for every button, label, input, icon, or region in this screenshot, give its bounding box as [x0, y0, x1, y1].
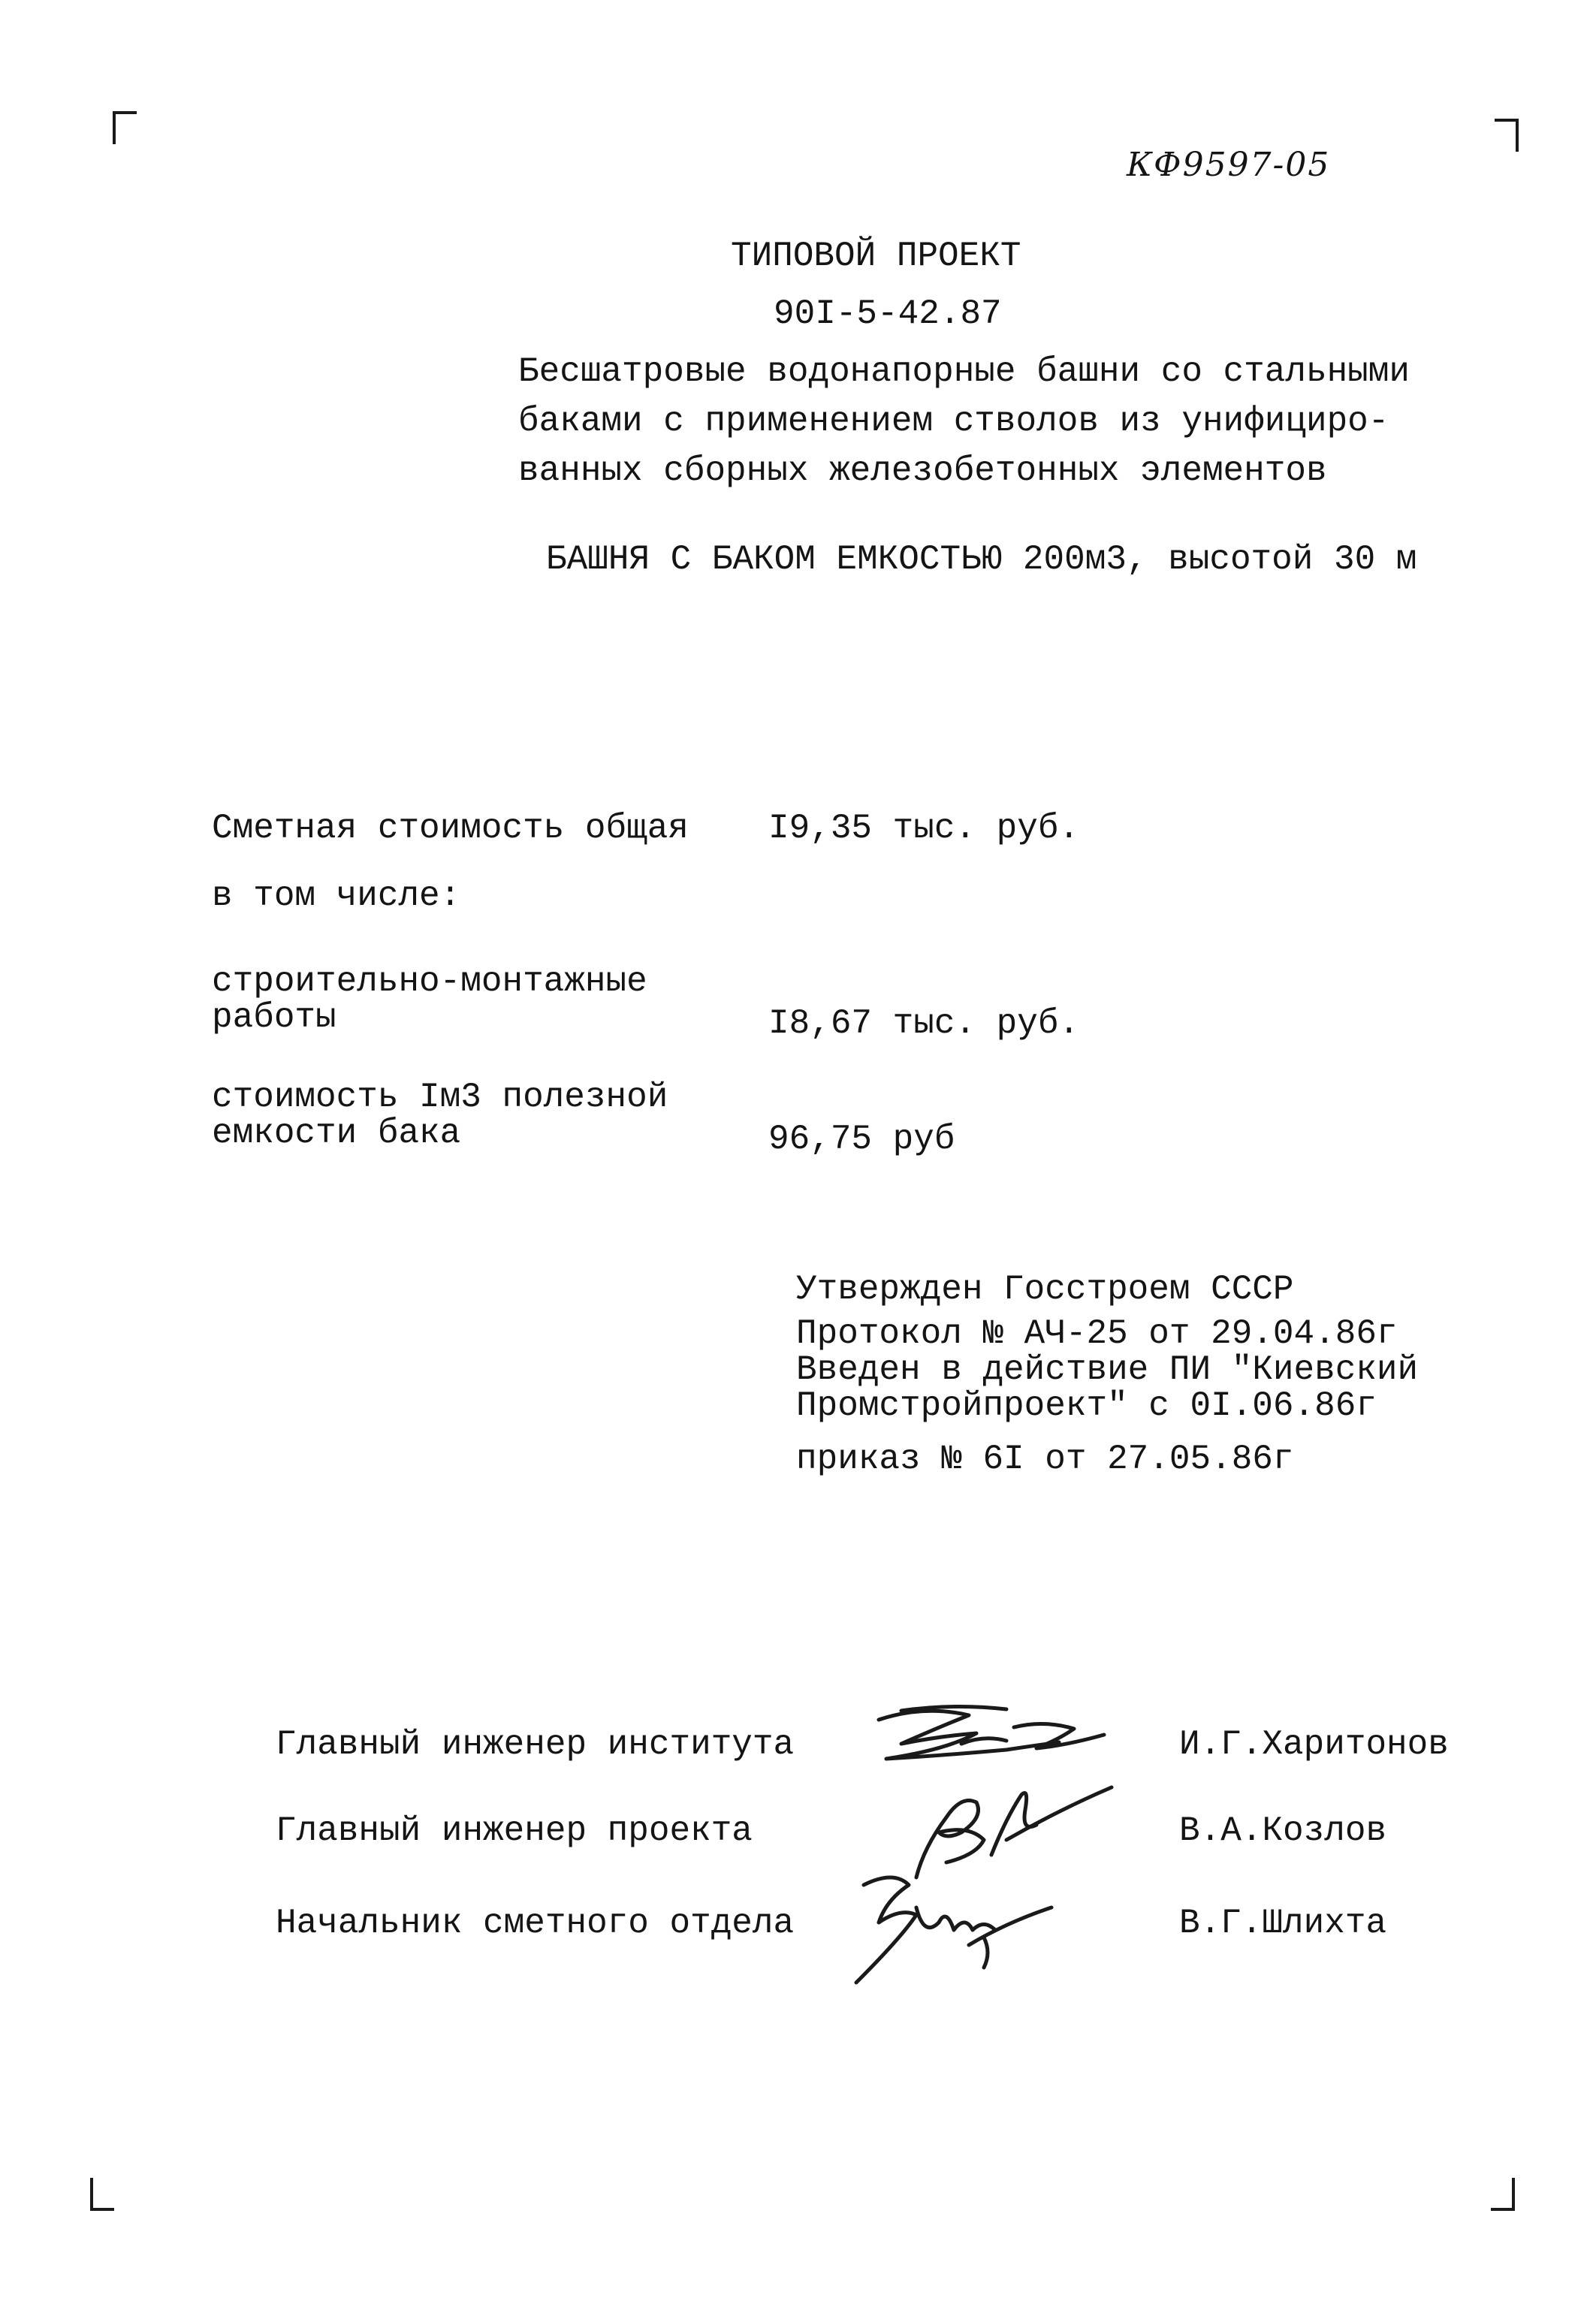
construction-cost-value: I8,67 тыс. руб. [768, 1004, 1080, 1043]
total-cost-label: Сметная стоимость общая [212, 809, 689, 848]
approval-line-3: Введен в действие ПИ "Киевский [796, 1350, 1419, 1389]
signatory-name: В.Г.Шлихта [1179, 1904, 1387, 1943]
corner-mark-bottom-left [90, 2178, 114, 2211]
document-subtitle: БАШНЯ С БАКОМ ЕМКОСТЬЮ 200м3, высотой 30 м [546, 540, 1417, 579]
document-code: КФ9597-05 [1127, 146, 1331, 184]
approval-line-5: приказ № 6I от 27.05.86г [796, 1440, 1294, 1479]
approval-details [796, 1316, 1418, 1424]
signatory-role: Главный инженер проекта [276, 1811, 753, 1850]
approval-line-2: Протокол № АЧ-25 от 29.04.86г [796, 1314, 1398, 1353]
total-cost-value: I9,35 тыс. руб. [768, 809, 1080, 848]
signatory-role: Начальник сметного отдела [276, 1904, 795, 1943]
including-label: в том числе: [212, 876, 461, 915]
signatory-role: Главный инженер института [276, 1725, 795, 1764]
approval-line-4: Промстройпроект" с 0I.06.86г [796, 1386, 1377, 1425]
signatory-name: В.А.Козлов [1179, 1811, 1387, 1850]
description-line: баками с применением стволов из унифициро- [518, 402, 1389, 441]
signatory-name: И.Г.Харитонов [1179, 1725, 1449, 1764]
unit-cost-value: 96,75 руб [768, 1120, 955, 1159]
corner-mark-bottom-right [1491, 2178, 1515, 2211]
document-type-label: ТИПОВОЙ ПРОЕКТ [731, 237, 1021, 276]
project-description [518, 347, 1410, 496]
corner-mark-top-left [113, 111, 137, 144]
signature-kharitonov [856, 1697, 1127, 1780]
construction-cost-label: строительно-монтажные работы [212, 962, 647, 1037]
description-line: ванных сборных железобетонных элементов [518, 451, 1327, 490]
description-line: Бесшатровые водонапорные башни со стальными [518, 352, 1410, 391]
approval-line-1: Утвержден Госстроем СССР [796, 1270, 1294, 1309]
project-number: 90I-5-42.87 [774, 294, 1002, 333]
corner-mark-top-right [1495, 119, 1519, 152]
signature-shlikhta [834, 1855, 1059, 1990]
unit-cost-label: стоимость Iм3 полезной емкости бака [212, 1078, 668, 1153]
